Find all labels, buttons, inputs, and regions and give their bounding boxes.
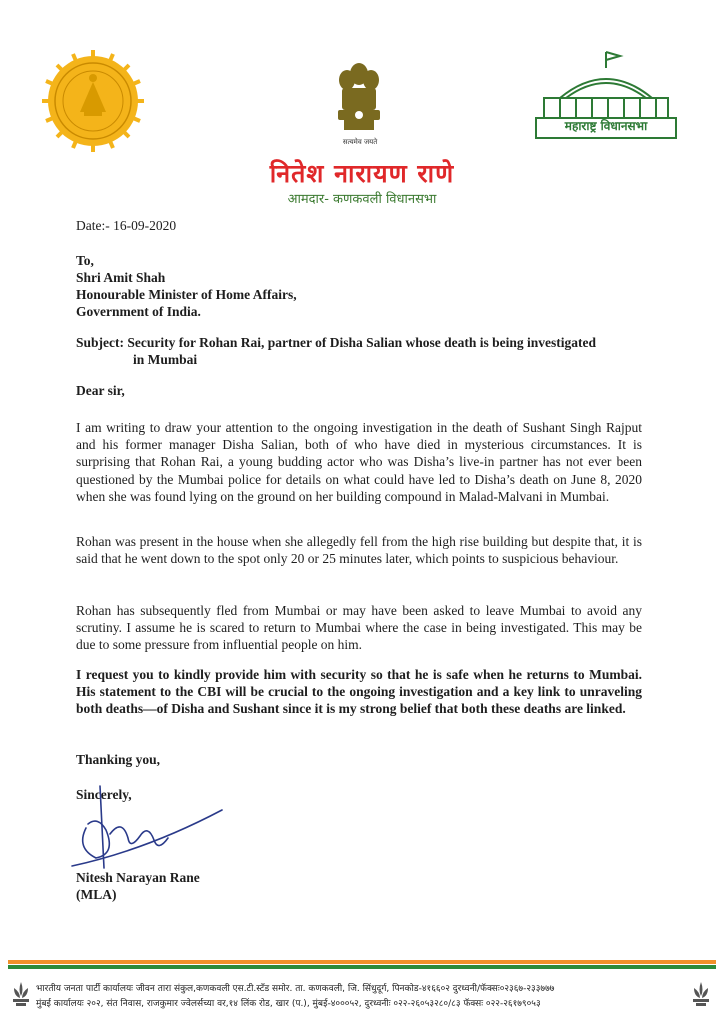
subject-continuation: in Mumbai [133, 352, 198, 367]
footer-address-kankavli: भारतीय जनता पार्टी कार्यालयः जीवन तारा संकुल,कणकवली एस.टी.स्टँड समोर. ता. कणकवली, जि. सिंधुदूर्ग, पिनकोड-४१६६०२ दुरध्वनी/फॅक्सः०२३६७-२३३७७७ [36, 984, 555, 994]
letterhead-designation: आमदार- कणकवली विधानसभा [287, 192, 437, 207]
footer-band [8, 960, 716, 970]
paragraph-2: Rohan was present in the house when she allegedly fell from the high rise building but despite that, it is said that he went down to the spot only 20 or 25 minutes later, which points to suspicious behaviour. [76, 534, 642, 567]
closing: Thanking you, [76, 752, 161, 767]
letterhead-name: नितेश नारायण राणे [269, 159, 455, 188]
handwritten-signature [66, 758, 226, 878]
national-motto: सत्यमेव जयते [342, 138, 378, 146]
bjp-lotus-icon [690, 978, 712, 1008]
recipient-name: Shri Amit Shah [76, 270, 166, 285]
footer-address-mumbai: मुंबई कार्यालयः २०२, संत निवास, राजकुमार ज्वेलर्सच्या वर,१४ लिंक रोड, खार (प.), मुंबई-४०००५२, दुरध्वनीः ०२२-२६०५३२८०/८३ फॅक्सः ०२२-२६१७९०५३ [36, 999, 541, 1009]
saffron-stripe [8, 960, 716, 964]
signer-name: Nitesh Narayan Rane [76, 870, 200, 885]
letter-date: Date:- 16-09-2020 [76, 218, 177, 233]
to-line: To, [76, 253, 94, 268]
salutation: Dear sir, [76, 383, 125, 398]
recipient-title: Honourable Minister of Home Affairs, [76, 287, 297, 302]
paragraph-1: I am writing to draw your attention to the ongoing investigation in the death of Sushant Singh Rajput and his former manager Disha Salian, both of who have died in mysterious circumstances. It is surprising that Rohan Rai, a young budding actor who was Disha’s live-in partner has not ever been questioned by the Mumbai police for details on what could have led to Disha’s death on June 8, 2020 when she was found lying on the ground on her building compound in Malad-Malvani in Mumbai. [76, 420, 642, 504]
assembly-label: महाराष्ट्र विधानसभा [564, 119, 648, 133]
subject-label: Subject: [76, 335, 124, 350]
recipient-organisation: Government of India. [76, 304, 201, 319]
sign-off: Sincerely, [76, 787, 132, 802]
paragraph-4-request: I request you to kindly provide him with security so that he is safe when he returns to Mumbai. His statement to the CBI will be crucial to the ongoing investigation and a key link to unraveling both deaths—of Disha and Sushant since it is my strong belief that both these deaths are linked. [76, 667, 642, 717]
paragraph-3: Rohan has subsequently fled from Mumbai or may have been asked to leave Mumbai to avoid any scrutiny. I assume he is scared to return to Mumbai where the case in being investigated. This may be due to some pressure from influential people on him. [76, 603, 642, 653]
green-stripe [8, 965, 716, 969]
subject-text: Security for Rohan Rai, partner of Disha Salian whose death is being investigated [127, 335, 597, 350]
signer-role: (MLA) [76, 887, 117, 902]
subject-line [76, 334, 656, 351]
bjp-lotus-icon [10, 978, 32, 1008]
ashoka-emblem-icon [330, 58, 388, 140]
maharashtra-seal-icon [40, 48, 146, 154]
